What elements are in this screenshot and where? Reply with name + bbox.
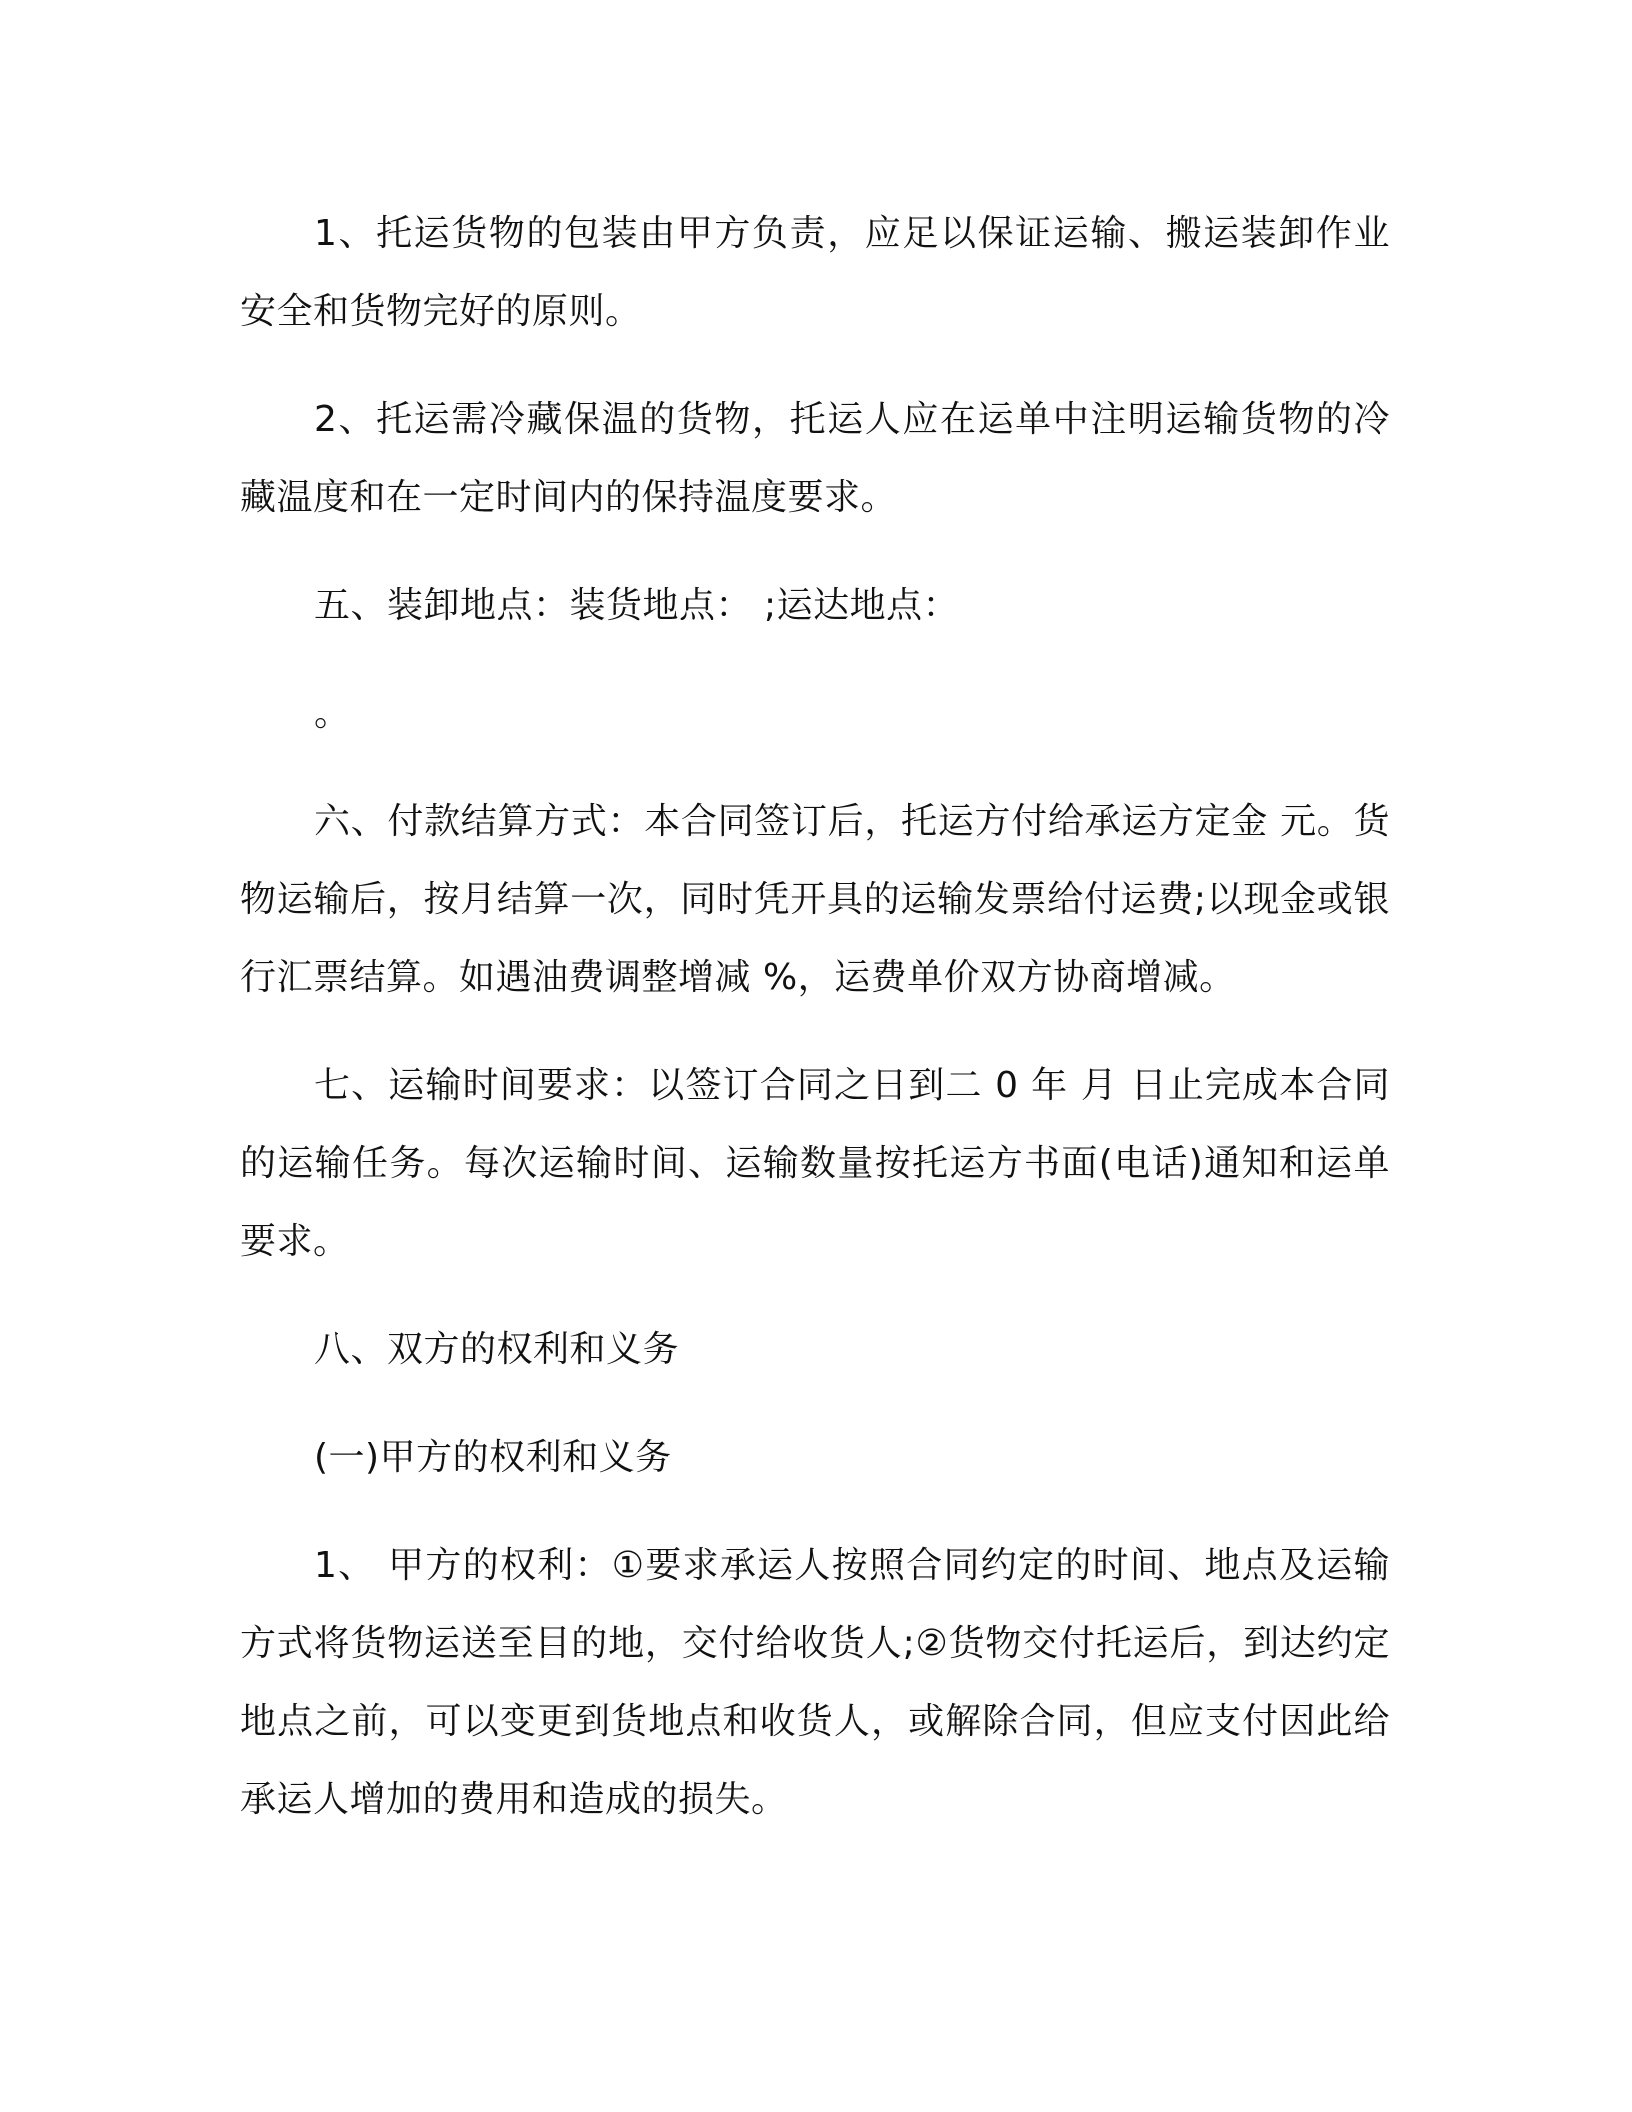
paragraph-loading-locations: 五、装卸地点：装货地点： ;运达地点： [314, 585, 960, 626]
paragraph-refrigeration: 2、托运需冷藏保温的货物，托运人应在运单中注明运输货物的冷藏温度和在一定时间内的保持温度要求。 [240, 399, 1390, 518]
paragraph-packaging: 1、托运货物的包装由甲方负责，应足以保证运输、搬运装卸作业安全和货物完好的原则。 [240, 213, 1390, 332]
document-body [240, 195, 1390, 1839]
paragraph-rights-heading: 八、双方的权利和义务 [314, 1329, 680, 1370]
paragraph-period: 。 [314, 693, 351, 734]
paragraph-party-a-rights: 1、 甲方的权利：①要求承运人按照合同约定的时间、地点及运输方式将货物运送至目的地，交付给收货人;②货物交付托运后，到达约定地点之前，可以变更到货地点和收货人，或解除合同，但应支付因此给承运人增加的费用和造成的损失。 [240, 1545, 1390, 1820]
paragraph-payment: 六、付款结算方式：本合同签订后，托运方付给承运方定金 元。货物运输后，按月结算一次，同时凭开具的运输发票给付运费;以现金或银行汇票结算。如遇油费调整增减 %，运费单价双方协商增减。 [240, 801, 1390, 998]
paragraph-transport-time: 七、运输时间要求：以签订合同之日到二 0 年 月 日止完成本合同的运输任务。每次运输时间、运输数量按托运方书面(电话)通知和运单要求。 [240, 1065, 1390, 1262]
paragraph-party-a-heading: (一)甲方的权利和义务 [314, 1437, 672, 1478]
